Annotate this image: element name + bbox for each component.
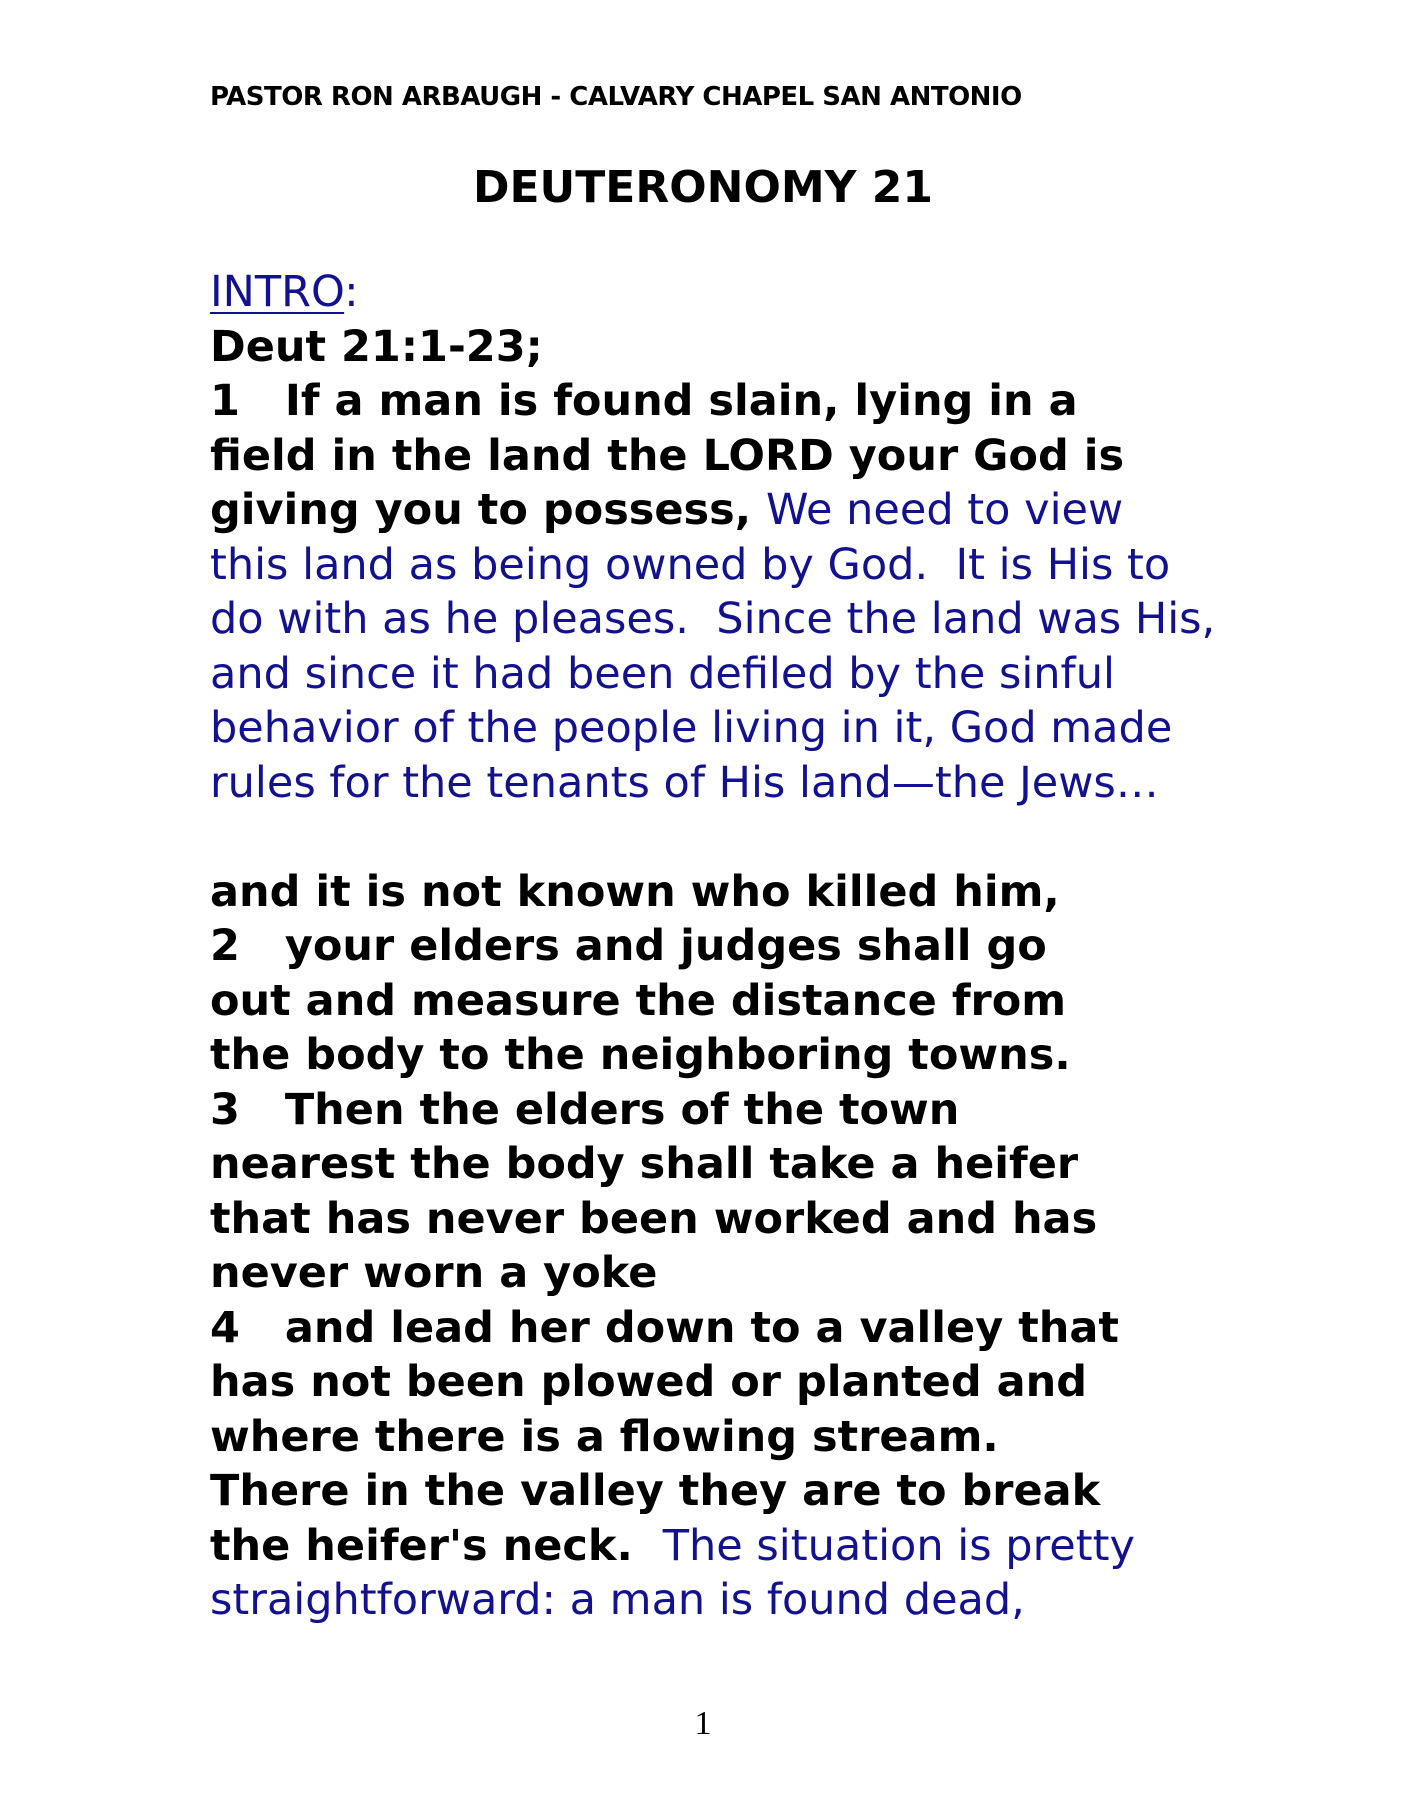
- text-line: [210, 1083, 1366, 1138]
- text-segment-scripture: the heifer's neck.: [210, 1520, 663, 1571]
- text-line: [210, 974, 1366, 1029]
- text-segment-scripture: where there is a flowing stream.: [210, 1411, 999, 1462]
- document-title: DEUTERONOMY 21: [472, 162, 934, 213]
- text-line: [210, 1355, 1366, 1410]
- text-segment-scripture: giving you to possess,: [210, 485, 767, 535]
- text-segment-commentary: behavior of the people living in it, God made: [210, 703, 1173, 753]
- text-segment-scripture: field in the land the LORD your God is: [210, 430, 1125, 481]
- text-segment-commentary: and since it had been defiled by the sinful: [210, 648, 1115, 699]
- text-segment-scripture: 2 your elders and judges shall go: [210, 921, 1047, 971]
- text-line: [210, 320, 1366, 375]
- text-line: [210, 1137, 1366, 1192]
- text-line: [210, 647, 1366, 702]
- text-line: [210, 865, 1366, 920]
- text-segment-commentary: We need to view: [766, 485, 1124, 535]
- text-segment-commentary: do with as he pleases. Since the land was His,: [210, 594, 1216, 644]
- text-segment-scripture: nearest the body shall take a heifer: [210, 1139, 1079, 1189]
- text-line: [210, 1192, 1366, 1247]
- text-line: [210, 919, 1366, 974]
- text-line: [210, 1246, 1366, 1301]
- text-line: [210, 374, 1366, 429]
- text-line: [210, 483, 1366, 538]
- body-text: [210, 265, 1366, 1628]
- text-segment-commentary: The situation is pretty: [662, 1520, 1135, 1571]
- text-segment-scripture: Deut 21:1-23;: [210, 321, 543, 372]
- text-line: [210, 1410, 1366, 1465]
- text-segment-commentary: rules for the tenants of His land—the Jews…: [210, 757, 1159, 808]
- text-segment-scripture: 4 and lead her down to a valley that: [210, 1302, 1119, 1353]
- text-line: [210, 1573, 1366, 1628]
- text-line: [210, 592, 1366, 647]
- text-line: [210, 756, 1366, 811]
- text-segment-commentary: this land as being owned by God. It is His to: [210, 539, 1171, 590]
- text-segment-scripture: never worn a yoke: [210, 1248, 658, 1298]
- text-segment-scripture: that has never been worked and has: [210, 1193, 1098, 1244]
- text-segment-scripture: 1 If a man is found slain, lying in a: [210, 376, 1078, 426]
- text-segment-scripture: and it is not known who killed him,: [210, 866, 1060, 917]
- text-segment-intro: INTRO: [210, 267, 345, 317]
- text-line: [210, 1028, 1366, 1083]
- page-number: 1: [694, 1705, 712, 1742]
- text-line: [210, 429, 1366, 484]
- text-line: [210, 538, 1366, 593]
- text-segment-scripture: out and measure the distance from: [210, 975, 1067, 1026]
- document-header: PASTOR RON ARBAUGH - CALVARY CHAPEL SAN ANTONIO: [210, 82, 1022, 112]
- text-segment-scripture: has not been plowed or planted and: [210, 1357, 1088, 1407]
- text-line: [210, 1519, 1366, 1574]
- text-segment-commentary: straightforward: a man is found dead,: [210, 1575, 1025, 1625]
- text-line: [210, 1301, 1366, 1356]
- text-segment-scripture: the body to the neighboring towns.: [210, 1030, 1071, 1080]
- blank-line: [210, 810, 1366, 865]
- text-line: [210, 1464, 1366, 1519]
- text-line: [210, 265, 1366, 320]
- text-segment-scripture: 3 Then the elders of the town: [210, 1084, 960, 1135]
- text-segment-scripture: There in the valley they are to break: [210, 1466, 1101, 1516]
- text-segment-commentary: :: [344, 267, 359, 317]
- text-line: [210, 701, 1366, 756]
